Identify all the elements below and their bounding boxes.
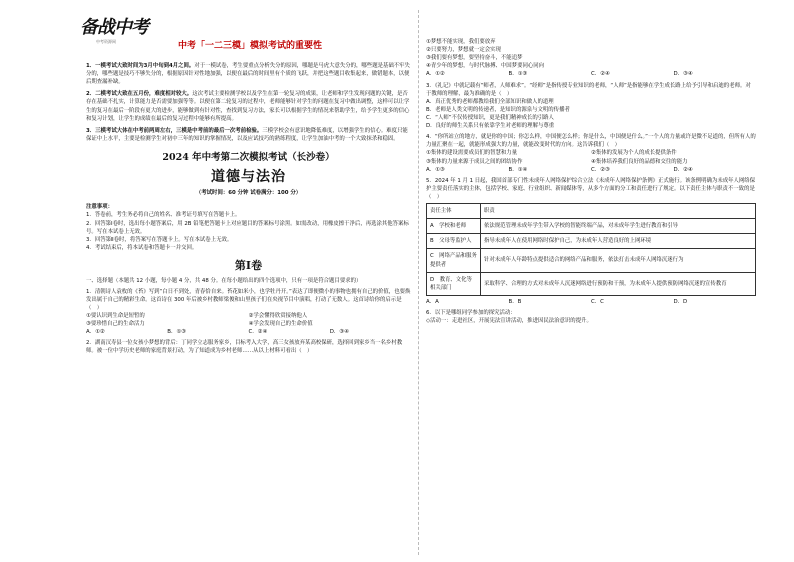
table-row [427,219,756,234]
option-item: ④青少年的梦想，与时代脉搏、中国梦要同心同向 [426,63,545,70]
option-item: B．老师是人类文明的传递者，是知识的源泉与文明的传播者 [426,106,570,113]
table-cell [427,234,481,249]
intro-item-1 [86,62,411,86]
row-subject: 学校和老师 [439,223,467,230]
question-2 [86,339,411,355]
row-letter: A [430,223,434,230]
table-row [427,234,756,249]
question-stem: 1．清朝诗人袁枚的《苔》写到“白日不到处，青春恰自来。苔花如米小，也学牡丹开。”表达了即便微小的事物也拥有自己的价值，也要焕发出属于自己的精彩生命。这首诗在 300 年后被乡村教师梁俊和山里孩子们在央视节目中演唱，打动了无数人。这首诗给你的启示是（ ） [86,288,411,311]
option-item: ①梦想不能实现，我们要放弃 [426,39,496,45]
question-stem: 3．《礼记》中就记载有“师者，人师难求”。“经师”是指传授专业知识的老师，“人师”是指能够在学生成长路上给予引导和启迪的老师。对于教师的理解，最为准确的是（ ） [426,82,751,97]
option-item: D．良好的师生关系只有依靠学生对老师的理解与尊重 [426,123,555,130]
option-item: ②集体的发展为个人的成长提供条件 [591,150,677,157]
fold-line [418,10,419,555]
row-subject: 教育、文化等相关部门 [430,276,472,291]
row-subject: 父母等监护人 [439,238,472,245]
answer-choice: A．①② [86,329,105,336]
exam-subject: 道德与法治 [211,169,286,186]
question-stem: 5．2024 年 1 月 1 日起，我国首部专门性未成年人网络保护综合立法《未成年人网络保护条例》正式施行。该条例明确为未成年人网络保护主要责任落实的主体，包括学校、家庭、行业组织、新闻媒体等，从多个方面的分工和责任进行了规定。以下责任主体与职责不一致的是（ ） [426,177,756,200]
logo-subtext: 中考资源网 [96,39,116,44]
section-title: 第Ⅰ卷 [234,259,263,272]
table-cell: 依法规范管理未成年学生带入学校的智能终端产品，对未成年学生进行教育和引导 [481,219,756,234]
row-letter: B [430,238,434,245]
logo-text: 备战中考 [80,17,148,38]
answer-choices [426,166,756,174]
option-item: ②只要努力，梦想就一定会实现 [426,47,501,54]
intro-body: 对于一模试卷，考生要重点分析失分的原因，哪题是马虎大意失分的，哪些题是基础不牢失分的，哪些题是技巧不够失分的，根据原因针对性地加强，以便在最后的时间里有个质的飞跃，并把这些题目收集起来，做错题本，以便后期查漏补缺。 [86,63,410,86]
option-item: C．“人师”不仅传授知识，更是我们精神成长的引路人 [426,114,554,121]
option-item: ④学会发现自己的生命价值 [248,321,313,328]
answer-choice: D．③④ [673,71,693,78]
answer-choice: A．①② [426,71,445,78]
intro-lead: 1．一模考试大致时间为3月中旬到4月之间。 [86,63,195,69]
answer-choice: D．③④ [329,329,349,336]
row-letter: D [430,276,435,283]
intro-lead: 3．三模考试大体在中考前两周左右，三模是中考前的最后一次考前检验。 [86,127,263,134]
question-2-continued [426,38,756,79]
answer-choices [86,328,411,336]
option-item: ③集体的力量来源于成员之间的团结协作 [426,158,523,165]
answer-choice: D．②④ [673,166,693,173]
table-row [427,272,756,295]
question-stem: 4．“你所站立的地方，就是你的中国；你怎么样，中国便怎么样；你是什么，中国便是什么。”一个人的力量或许是微不足道的，但所有人的力量汇聚在一起，就能形成强大的力量，就能改变时代的方向。这告诉我们（ ） [426,134,756,149]
row-letter: C [430,253,434,260]
answer-choice: B．①③ [508,71,528,78]
table-cell: 采取科学、合理的方式对未成年人沉迷网络进行预防和干预，为未成年人提供预防网络沉迷的宣传教育 [481,272,756,295]
answer-choice: B．①③ [167,329,187,336]
option-item: ④集体培养我们良好的品德和交往的能力 [591,158,688,165]
question-options [426,149,756,165]
answer-choice: C．②④ [248,329,268,336]
question-6 [426,309,756,325]
table-cell [427,219,481,234]
left-column [86,62,411,355]
answer-choices [426,298,756,306]
table-cell: 针对未成年人年龄特点提供适合的网络产品和服务，依法打击未成年人网络沉迷行为 [481,249,756,272]
option-item: ①要认识到生命是短暂的 [86,312,145,319]
option-item: A．真正优秀的老师都教给我们全部知识和做人的道理 [426,98,554,105]
intro-block [86,62,411,143]
intro-body: 三模学校会有意识地降低难度，以增强学生的信心。难度只能保证中上水平，主要是检测学生对初中三年的知识的掌握情况，以及应试技巧的熟练程度，让学生加油中考的一个大致抹杀和稳固。 [86,127,408,142]
notes-heading: 注意事项： [86,204,113,211]
activity-item: ◇活动一：走进社区，开展宪法宣讲活动，推进因民法治意识的提升。 [426,318,592,325]
question-4 [426,133,756,174]
option-item: ③要珍惜自己的生命活力 [86,321,145,328]
notes-item: 4．考试结束后，将本试卷和答题卡一并交回。 [86,244,198,251]
row-subject: 网络产品和服务提供者 [430,253,477,268]
question-5 [426,177,756,306]
intro-item-3 [86,127,411,143]
answer-choice: A．A [426,298,439,305]
question-3 [426,82,756,131]
intro-lead: 2．二模考试大致在五月份，难度相对较大。 [86,91,193,98]
answer-choice: C．C [591,298,604,305]
table-cell [427,249,481,272]
question-options [86,312,411,328]
answer-choices [426,70,756,78]
answer-choice: C．②④ [591,71,610,78]
question-stem: 6．以下是哪组同学参加的探究活动： [426,309,516,316]
question-1 [86,288,411,337]
answer-choice: C．②③ [591,166,610,173]
notes-item: 3．回答第Ⅱ卷时，将答案写在答题卡上。写在本试卷上无效。 [86,236,233,243]
answer-choice: B．B [508,298,522,305]
intro-item-2 [86,90,411,122]
answer-choice: A．①③ [426,166,445,173]
answer-choice: B．①④ [508,166,528,173]
exam-meta: （考试时间：60 分钟 试卷满分：100 分） [195,190,302,197]
option-item: ①集体的建设需要成员们的智慧和力量 [426,150,518,157]
notes-item: 2．回答第Ⅰ卷时，选出每小题答案后，用 2B 铅笔把答题卡上对应题目的答案标号涂黑。如需改动，用橡皮擦干净后，再选涂其他答案标号。写在本试卷上无效。 [86,220,409,235]
table-header-cell: 责任主体 [427,204,481,219]
exam-title: 2024 年中考第二次模拟考试（长沙卷） [162,151,335,163]
table-cell [427,272,481,295]
section-instruction: 一、选择题（本题共 12 小题，每小题 4 分，共 48 分。在每小题给出的四个选项中，只有一项是符合题目要求的） [86,277,362,284]
table-header-row [427,204,756,219]
right-column [426,38,756,325]
option-item: ②学会懂得欣赏接纳他人 [248,312,308,319]
responsibility-table [426,203,756,296]
table-row [427,249,756,272]
question-stem: 2．湖南汉寿县一位女孩小梦想的背后：丁同学立志服务家乡，目标考入大学，高三女孩放弃某高校保研，选择回到家乡当一名乡村教师。被一位中学历史老师的家庭背景打动，为了知道成为乡村老师……从以上材料可看出（ ） [86,340,403,355]
table-header-cell: 职责 [481,204,756,219]
intro-body: 这次考试主要检测学校以及学生在第一轮复习的成果，让老师和学生发现问题的关键，是否存在基础不扎实，计算能力是否需要加强等等。以便在第二轮复习的过程中，老师能够针对学生的问题在复习中做出调整，这样可以让学生的复习在最后一阶段有更大的进步，能够做到有针对性，查找到复习方法，家长可以根据学生的情况来帮助学生，给予学生更多的信心和复习计划，让学生的成绩在最后的复习过程中能够有所提高。 [86,91,410,122]
notes-item: 1．答卷前，考生务必将自己的姓名、准考证号填写在答题卡上。 [86,212,241,219]
option-item: ③我们要有梦想，要坚持奋斗，不能追梦 [426,55,523,62]
logo [80,14,160,46]
table-cell: 指导未成年人在使用网络时保护自己，为未成年人营造良好的上网环境 [481,234,756,249]
notes-block [86,203,411,252]
answer-choice: D．D [673,298,688,305]
banner-title: 中考「一二三模」模拟考试的重要性 [178,41,323,51]
